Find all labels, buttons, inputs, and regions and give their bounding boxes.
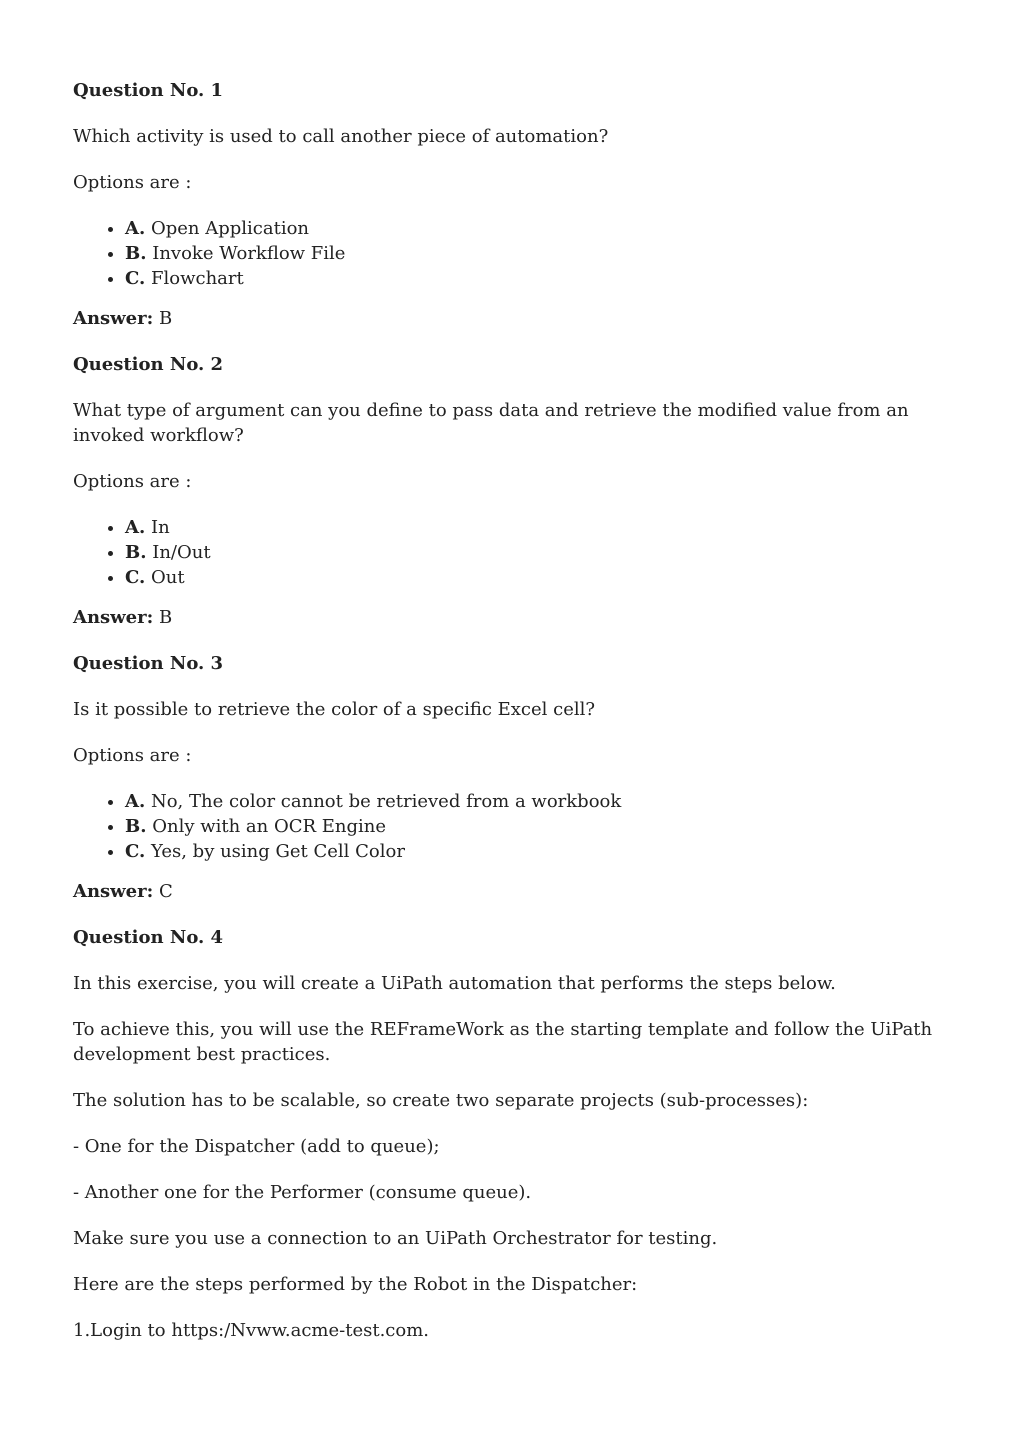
question-4	[73, 925, 951, 1343]
option-letter: A.	[125, 218, 146, 239]
answer-label: Answer:	[73, 308, 154, 329]
exercise-paragraph: To achieve this, you will use the REFrameWork as the starting template and follow the UiPath development best practices.	[73, 1019, 933, 1065]
option-text: Invoke Workflow File	[152, 243, 346, 264]
options-label: Options are :	[73, 172, 192, 193]
option-item	[125, 789, 951, 814]
question-text: Which activity is used to call another piece of automation?	[73, 126, 609, 147]
option-item	[125, 216, 951, 241]
option-text: Yes, by using Get Cell Color	[151, 841, 405, 862]
exercise-paragraph: The solution has to be scalable, so create two separate projects (sub-processes):	[73, 1090, 809, 1111]
answer	[73, 879, 951, 904]
option-text: Flowchart	[151, 268, 244, 289]
question-2	[73, 352, 951, 630]
options-list	[73, 515, 951, 590]
question-heading: Question No. 4	[73, 927, 224, 948]
answer-value: B	[159, 308, 173, 329]
question-text: Is it possible to retrieve the color of a specific Excel cell?	[73, 699, 596, 720]
exercise-paragraph: - One for the Dispatcher (add to queue);	[73, 1136, 440, 1157]
exercise-paragraph: Here are the steps performed by the Robot in the Dispatcher:	[73, 1274, 638, 1295]
option-item	[125, 565, 951, 590]
options-label: Options are :	[73, 471, 192, 492]
exercise-paragraph: In this exercise, you will create a UiPath automation that performs the steps below.	[73, 973, 836, 994]
option-letter: C.	[125, 268, 146, 289]
option-item	[125, 839, 951, 864]
answer-label: Answer:	[73, 881, 154, 902]
option-text: Only with an OCR Engine	[152, 816, 387, 837]
option-item	[125, 241, 951, 266]
question-text: What type of argument can you define to pass data and retrieve the modified value from an invoked workflow?	[73, 400, 909, 446]
option-letter: A.	[125, 517, 146, 538]
option-letter: B.	[125, 816, 147, 837]
exercise-paragraph: - Another one for the Performer (consume queue).	[73, 1182, 532, 1203]
question-3	[73, 651, 951, 904]
options-label: Options are :	[73, 745, 192, 766]
question-heading: Question No. 3	[73, 653, 224, 674]
question-heading: Question No. 2	[73, 354, 224, 375]
option-letter: B.	[125, 243, 147, 264]
option-letter: C.	[125, 841, 146, 862]
option-text: Out	[151, 567, 185, 588]
exercise-paragraph: Make sure you use a connection to an UiPath Orchestrator for testing.	[73, 1228, 718, 1249]
option-text: In	[150, 517, 170, 538]
answer	[73, 306, 951, 331]
answer-label: Answer:	[73, 607, 154, 628]
option-letter: C.	[125, 567, 146, 588]
question-1	[73, 78, 951, 331]
exercise-step: 1.Login to https:/Nvww.acme-test.com.	[73, 1320, 430, 1341]
option-item	[125, 814, 951, 839]
option-text: No, The color cannot be retrieved from a workbook	[150, 791, 622, 812]
answer	[73, 605, 951, 630]
answer-value: B	[159, 607, 173, 628]
option-letter: B.	[125, 542, 147, 563]
question-heading: Question No. 1	[73, 80, 224, 101]
option-item	[125, 515, 951, 540]
options-list	[73, 216, 951, 291]
options-list	[73, 789, 951, 864]
answer-value: C	[159, 881, 173, 902]
option-item	[125, 540, 951, 565]
option-text: Open Application	[150, 218, 310, 239]
option-item	[125, 266, 951, 291]
option-letter: A.	[125, 791, 146, 812]
option-text: In/Out	[152, 542, 211, 563]
